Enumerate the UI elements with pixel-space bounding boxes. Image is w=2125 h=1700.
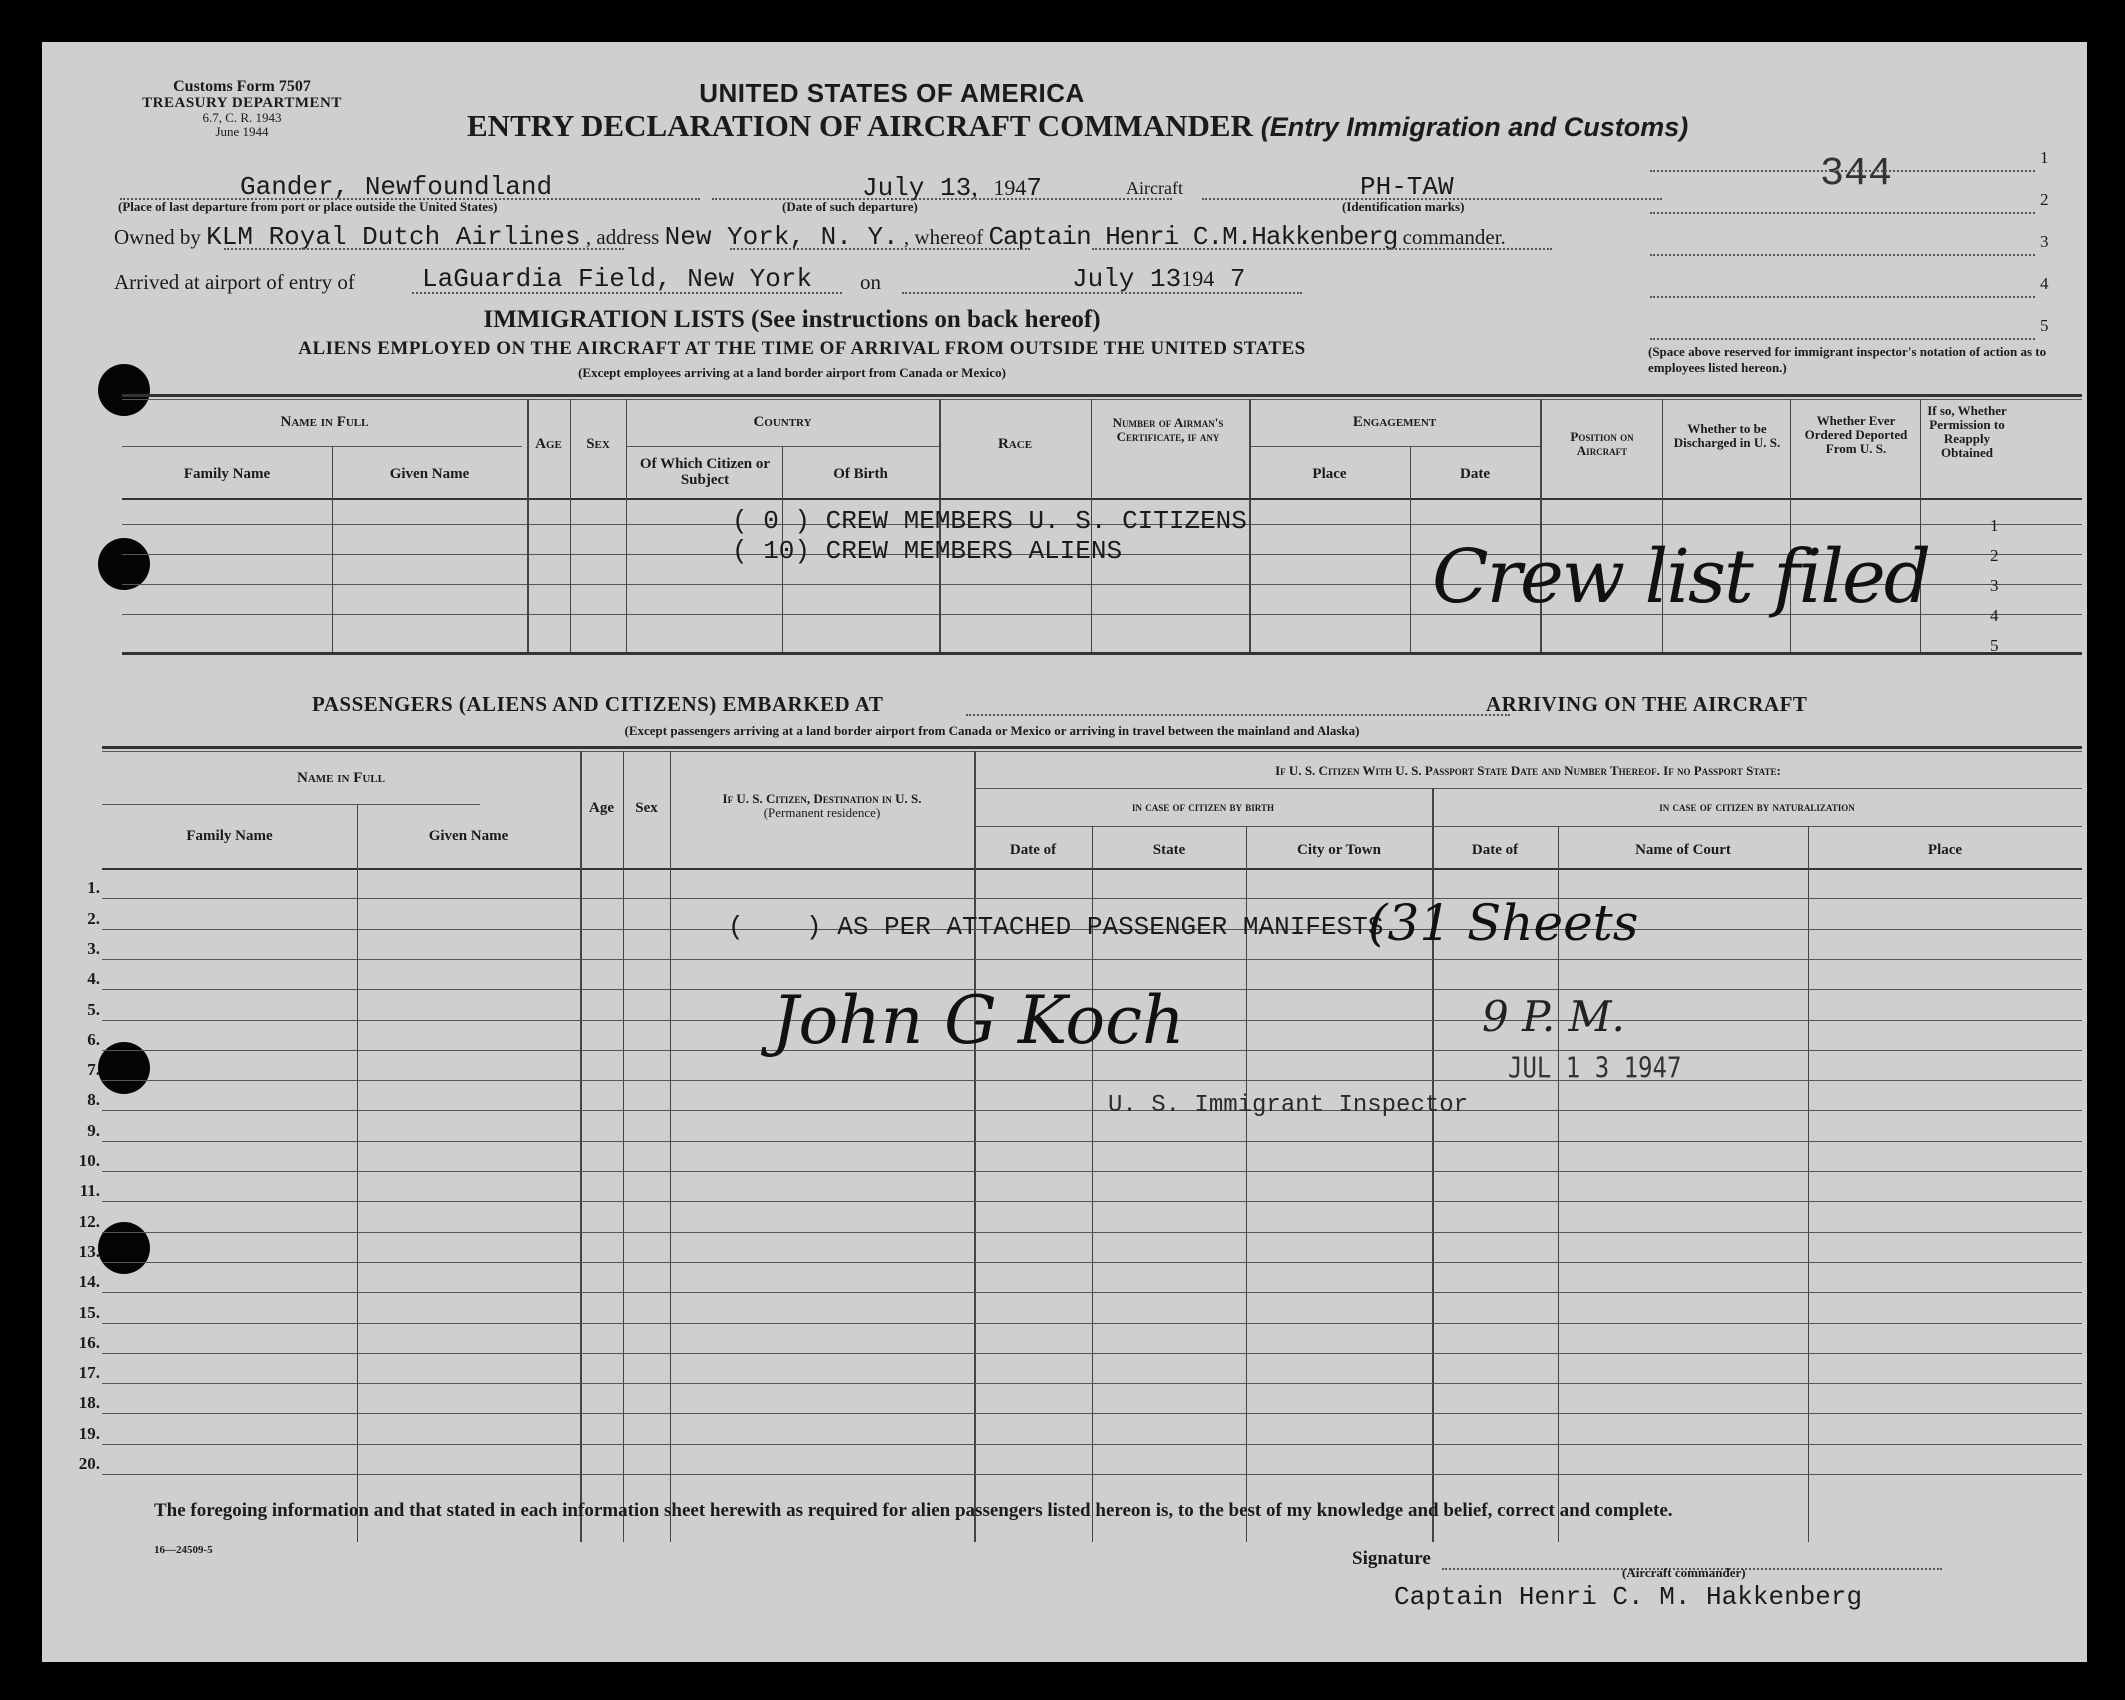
table-border	[102, 751, 2082, 752]
row-number: 10.	[78, 1151, 100, 1170]
regulation: 6.7, C. R. 1943	[202, 110, 282, 125]
passengers-arriving: ARRIVING ON THE AIRCRAFT	[1486, 692, 1808, 716]
table-border	[102, 746, 2082, 749]
crew-us-citizens: ( 0 ) CREW MEMBERS U. S. CITIZENS	[732, 506, 1247, 536]
row-number: 1.	[87, 878, 100, 898]
aircraft-marks: PH-TAW	[1360, 172, 1454, 202]
table-row-line	[102, 1141, 2082, 1142]
punch-hole	[98, 538, 150, 590]
col-country: Country	[753, 414, 812, 430]
country-title: UNITED STATES OF AMERICA	[699, 78, 1085, 108]
table-row-line	[102, 1292, 2082, 1293]
pcol-by-birth: in case of citizen by birth	[1132, 799, 1274, 814]
departure-date-caption: (Date of such departure)	[782, 199, 918, 214]
document-page	[42, 42, 2087, 1662]
row-number: 1	[1990, 516, 1999, 535]
pcol-destination-sub: (Permanent residence)	[763, 805, 881, 820]
table-border	[122, 394, 2082, 397]
row-number: 2.	[87, 908, 100, 928]
table-divider	[623, 751, 624, 1542]
departure-date-comma: ,	[971, 172, 978, 201]
initials-handwriting: 9 P. M.	[1482, 992, 1625, 1041]
col-position: Position on Aircraft	[1570, 429, 1634, 458]
form-title	[467, 108, 1767, 144]
crew-aliens: ( 10) CREW MEMBERS ALIENS	[732, 536, 1123, 566]
row-number: 19.	[78, 1423, 100, 1443]
inspector-signature-handwriting: John G Koch	[772, 982, 1185, 1059]
row-number: 17.	[78, 1363, 100, 1383]
inspector-line	[1650, 296, 2035, 298]
immigration-note: (Except employees arriving at a land border airport from Canada or Mexico)	[578, 365, 1006, 380]
col-of-birth: Of Birth	[833, 466, 888, 482]
row-number: 12.	[78, 1211, 100, 1231]
table-border	[102, 804, 480, 805]
commander-label: commander.	[1402, 225, 1506, 249]
immigration-subheading: ALIENS EMPLOYED ON THE AIRCRAFT AT THE TIME OF ARRIVAL FROM OUTSIDE THE UNITED STATES	[298, 338, 1306, 359]
table-border	[974, 826, 2082, 827]
row-number: 7.	[87, 1060, 100, 1080]
fill-line	[712, 198, 1172, 200]
whereof-label: , whereof	[903, 225, 984, 249]
fill-line	[902, 292, 1302, 294]
row-number: 3.	[87, 938, 100, 958]
pcol-sex: Sex	[635, 800, 658, 816]
arrival-on-label: on	[860, 270, 881, 294]
table-row-line	[102, 1323, 2082, 1324]
row-number: 13.	[78, 1241, 100, 1261]
pcol-place: Place	[1927, 842, 1963, 858]
departure-date-month: July 13	[862, 173, 972, 203]
row-number: 4.	[87, 969, 100, 989]
pcol-date-of: Date of	[1009, 842, 1057, 858]
manifest-sheets-handwriting: (31 Sheets	[1368, 894, 1639, 952]
arrival-year-prefix: 194	[1181, 266, 1215, 291]
pcol-city: City or Town	[1297, 842, 1381, 858]
fill-line	[224, 248, 624, 250]
inspector-title: U. S. Immigrant Inspector	[1108, 1092, 1469, 1119]
inspector-line	[1650, 212, 2035, 214]
pcol-by-naturalization: in case of citizen by naturalization	[1659, 799, 1855, 814]
arrival-airport: LaGuardia Field, New York	[422, 264, 813, 294]
arrival-year-digit: 7	[1229, 264, 1246, 294]
aircraft-label: Aircraft	[1126, 178, 1183, 198]
owner-name: KLM Royal Dutch Airlines	[206, 222, 581, 252]
certification-text: The foregoing information and that stated in each information sheet herewith as required for alien passengers listed hereon is, to the best of my knowledge and belief, correct and complete.	[154, 1500, 1673, 1521]
table-row-line	[102, 1201, 2082, 1202]
inspector-space-note: (Space above reserved for immigrant inspector's notation of action as to employees listed hereon.)	[1648, 344, 2047, 375]
arrival-date	[1072, 264, 1245, 294]
col-given-name: Given Name	[389, 466, 470, 482]
row-number: 3	[1990, 576, 1999, 595]
row-number: 6.	[87, 1029, 100, 1049]
crew-list-filed-handwriting: Crew list filed	[1432, 534, 1930, 620]
form-title-main: ENTRY DECLARATION OF AIRCRAFT COMMANDER	[467, 108, 1253, 143]
col-citizen-of: Of Which Citizen or Subject	[639, 456, 771, 488]
margin-number: 5	[2040, 316, 2049, 335]
immigration-heading: IMMIGRATION LISTS (See instructions on back hereof)	[483, 306, 1101, 333]
table-divider	[357, 804, 358, 1542]
table-row-line	[102, 1262, 2082, 1263]
inspector-line	[1650, 254, 2035, 256]
manifest-line: ( ) AS PER ATTACHED PASSENGER MANIFESTS	[728, 912, 1384, 942]
col-engagement: Engagement	[1352, 414, 1437, 430]
owned-by-label: Owned by	[114, 225, 201, 249]
table-row-line	[102, 959, 2082, 960]
row-number: 8.	[87, 1090, 100, 1110]
col-reapply: If so, Whether Permission to Reapply Obtained	[1927, 403, 2007, 460]
table-divider	[1808, 826, 1809, 1542]
punch-hole	[98, 1222, 150, 1274]
pcol-state: State	[1152, 842, 1186, 858]
owner-address: New York, N. Y.	[664, 222, 899, 252]
fill-line	[966, 714, 1510, 716]
table-divider	[580, 751, 582, 1542]
form-title-sub: (Entry Immigration and Customs)	[1260, 112, 1689, 142]
table-row-line	[102, 1171, 2082, 1172]
table-row-line	[102, 1444, 2082, 1445]
arrival-date-month: July 13	[1072, 264, 1182, 294]
row-number: 9.	[87, 1120, 100, 1140]
col-age: Age	[535, 436, 562, 452]
col-discharged: Whether to be Discharged in U. S.	[1673, 421, 1781, 450]
number-stamp: 344	[1820, 152, 1893, 197]
inspector-line	[1650, 170, 2035, 172]
arrival-label: Arrived at airport of entry of	[114, 270, 355, 294]
col-sex: Sex	[586, 436, 610, 452]
table-border	[627, 446, 939, 447]
fill-line	[730, 248, 1030, 250]
signature-caption: (Aircraft commander)	[1622, 1565, 1746, 1580]
margin-number: 3	[2040, 232, 2049, 251]
table-divider	[974, 751, 976, 1542]
table-row-line	[102, 1413, 2082, 1414]
fill-line	[1092, 248, 1552, 250]
row-number: 4	[1990, 606, 1999, 625]
pcol-date-of-nat: Date of	[1471, 842, 1519, 858]
punch-hole	[98, 364, 150, 416]
col-deported: Whether Ever Ordered Deported From U. S.	[1804, 413, 1908, 456]
form-date: June 1944	[215, 124, 269, 139]
departure-year-digit: 7	[1026, 173, 1042, 203]
departure-place-caption: (Place of last departure from port or place outside the United States)	[118, 199, 498, 214]
department: TREASURY DEPARTMENT	[142, 95, 342, 111]
pcol-family-name: Family Name	[186, 828, 273, 844]
pcol-destination	[674, 792, 970, 820]
passengers-heading: PASSENGERS (ALIENS AND CITIZENS) EMBARKED AT	[312, 692, 884, 716]
row-number: 2	[1990, 546, 1999, 565]
col-airman-cert: Number of Airman's Certificate, if any	[1112, 415, 1224, 444]
signature-label: Signature	[1352, 1548, 1431, 1569]
table-row-line	[102, 898, 2082, 899]
col-eng-place: Place	[1312, 466, 1347, 482]
table-border	[974, 788, 2082, 789]
row-number: 15.	[78, 1302, 100, 1322]
col-name-in-full: Name in Full	[280, 414, 369, 430]
table-row-line	[102, 1383, 2082, 1384]
row-number: 20.	[78, 1454, 100, 1473]
date-stamp: JUL 1 3 1947	[1508, 1051, 1682, 1085]
row-number: 5.	[87, 999, 100, 1019]
table-divider	[626, 399, 627, 652]
pcol-name-in-full: Name in Full	[296, 770, 385, 786]
table-border	[122, 446, 522, 447]
margin-number: 2	[2040, 190, 2049, 209]
fill-line	[412, 292, 842, 294]
form-id-block	[102, 78, 382, 139]
table-border	[122, 498, 2082, 500]
table-row-line	[102, 1474, 2082, 1475]
aircraft-marks-caption: (Identification marks)	[1342, 199, 1465, 214]
col-family-name: Family Name	[183, 466, 271, 482]
table-row-line	[102, 1353, 2082, 1354]
row-number: 16.	[78, 1332, 100, 1352]
form-number: Customs Form 7507	[173, 78, 311, 95]
pcol-passport: If U. S. Citizen With U. S. Passport State Date and Number Thereof. If no Passport State:	[1275, 763, 1781, 778]
table-row-line	[102, 1110, 2082, 1111]
passengers-note: (Except passengers arriving at a land border airport from Canada or Mexico or arriving in travel between the mainland and Alaska)	[624, 723, 1360, 738]
margin-number: 1	[2040, 148, 2049, 167]
col-eng-date: Date	[1460, 466, 1490, 482]
pcol-destination-label: If U. S. Citizen, Destination in U. S.	[722, 791, 922, 806]
table-row-line	[102, 1232, 2082, 1233]
commander-name: Captain Henri C.M.Hakkenberg	[988, 222, 1398, 252]
departure-year-prefix: 194	[993, 175, 1027, 200]
table-row-line	[102, 1080, 2082, 1081]
pcol-given-name: Given Name	[428, 828, 509, 844]
table-border	[122, 652, 2082, 655]
table-divider	[670, 751, 671, 1542]
pcol-age: Age	[589, 800, 614, 816]
row-number: 18.	[78, 1393, 100, 1413]
print-code: 16—24509-5	[154, 1544, 213, 1556]
margin-number: 4	[2040, 274, 2049, 293]
table-divider	[1249, 399, 1251, 652]
inspector-line	[1650, 338, 2035, 340]
departure-place: Gander, Newfoundland	[240, 172, 553, 202]
row-number: 14.	[78, 1272, 100, 1292]
signed-name: Captain Henri C. M. Hakkenberg	[1394, 1582, 1863, 1612]
address-label: , address	[585, 225, 660, 249]
table-border	[1250, 446, 1540, 447]
col-race: Race	[997, 436, 1033, 452]
pcol-court: Name of Court	[1635, 842, 1731, 858]
row-number: 5	[1990, 636, 1999, 655]
row-number: 11.	[79, 1181, 100, 1201]
table-border	[122, 399, 2082, 400]
